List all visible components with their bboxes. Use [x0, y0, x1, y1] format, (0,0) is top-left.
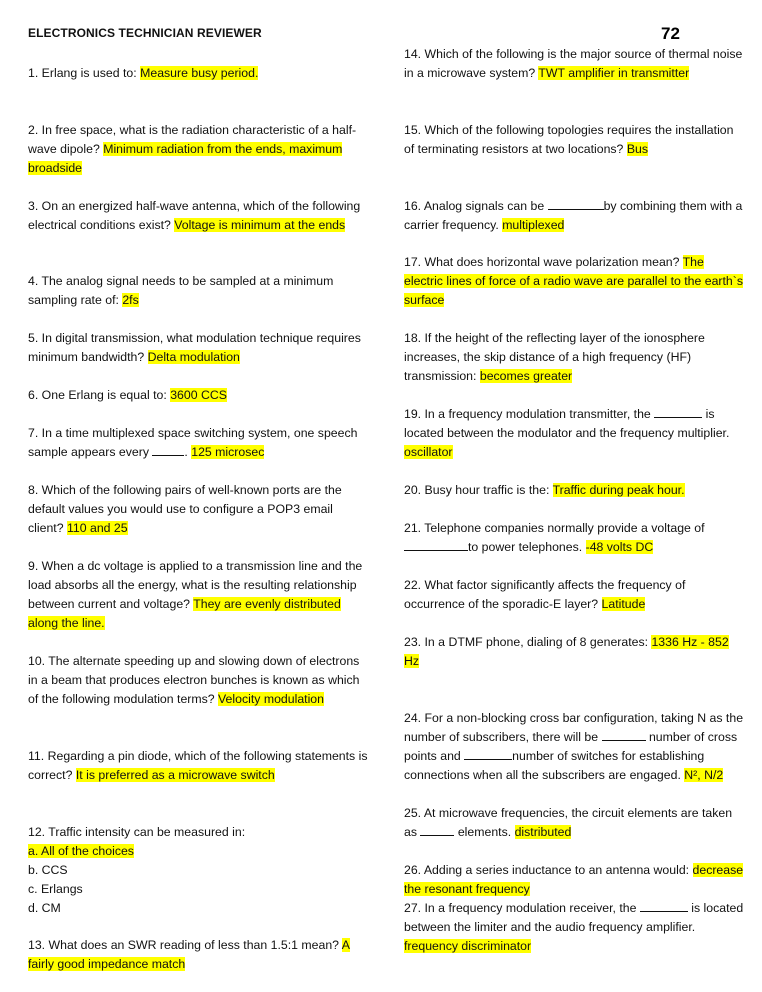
- answer-highlight: 2fs: [122, 293, 139, 307]
- choice-d: d. CM: [28, 901, 61, 915]
- answer-highlight: Velocity modulation: [218, 692, 324, 706]
- answer-highlight: Voltage is minimum at the ends: [174, 218, 346, 232]
- answer-highlight: becomes greater: [479, 369, 573, 383]
- answer-highlight: oscillator: [404, 445, 453, 459]
- answer-highlight: frequency discriminator: [404, 939, 532, 953]
- document-title: ELECTRONICS TECHNICIAN REVIEWER: [28, 26, 262, 40]
- question-8: 8. Which of the following pairs of well-known ports are the default values you would use to configure a POP3 email client? 110 and 25: [28, 483, 342, 535]
- question-1: 1. Erlang is used to: Measure busy period.: [28, 66, 259, 80]
- answer-highlight: 110 and 25: [66, 521, 128, 535]
- question-11: 11. Regarding a pin diode, which of the following statements is correct? It is preferred as a microwave switch: [28, 749, 368, 782]
- answer-highlight: N², N/2: [684, 768, 724, 782]
- answer-highlight: It is preferred as a microwave switch: [75, 768, 275, 782]
- question-24: 24. For a non-blocking cross bar configuration, taking N as the number of subscribers, there will be number of cross points and number of switches for establishing connections when all the subscribers are engaged. N², N/2: [404, 711, 744, 782]
- question-15: 15. Which of the following topologies requires the installation of terminating resistors at two locations? Bus: [404, 123, 734, 156]
- question-9: 9. When a dc voltage is applied to a transmission line and the load absorbs all the energy, what is the resulting relationship between current and voltage? They are evenly distributed along the line.: [28, 559, 363, 630]
- choice-a-answer: a. All of the choices: [28, 844, 134, 858]
- answer-highlight: 3600 CCS: [170, 388, 227, 402]
- question-16: 16. Analog signals can be by combining them with a carrier frequency. multiplexed: [404, 199, 743, 232]
- question-22: 22. What factor significantly affects the frequency of occurrence of the sporadic-E layer? Latitude: [404, 578, 686, 611]
- fill-blank: [152, 443, 184, 456]
- question-2: 2. In free space, what is the radiation characteristic of a half-wave dipole? Minimum radiation from the ends, maximum broadside: [28, 123, 357, 175]
- answer-highlight: Traffic during peak hour.: [552, 483, 685, 497]
- answer-highlight: 125 microsec: [191, 445, 265, 459]
- question-19: 19. In a frequency modulation transmitter, the is located between the modulator and the frequency multiplier. oscillator: [404, 407, 730, 459]
- fill-blank: [640, 899, 688, 912]
- answer-highlight: The electric lines of force of a radio wave are parallel to the earth`s surface: [404, 255, 744, 307]
- fill-blank: [420, 823, 454, 836]
- answer-highlight: multiplexed: [502, 218, 565, 232]
- fill-blank: [548, 197, 604, 210]
- answer-highlight: -48 volts DC: [585, 540, 654, 554]
- answer-highlight: Minimum radiation from the ends, maximum broadside: [28, 142, 343, 175]
- question-17: 17. What does horizontal wave polarization mean? The electric lines of force of a radio wave are parallel to the earth`s surface: [404, 255, 744, 307]
- fill-blank: [404, 538, 468, 551]
- answer-highlight: Bus: [626, 142, 649, 156]
- answer-highlight: decrease the resonant frequency: [404, 863, 744, 896]
- answer-highlight: Measure busy period.: [140, 66, 259, 80]
- question-23: 23. In a DTMF phone, dialing of 8 generates: 1336 Hz - 852 Hz: [404, 635, 729, 668]
- choice-b: b. CCS: [28, 863, 68, 877]
- question-5: 5. In digital transmission, what modulation technique requires minimum bandwidth? Delta modulation: [28, 331, 361, 364]
- question-13: 13. What does an SWR reading of less than 1.5:1 mean? A fairly good impedance match: [28, 938, 350, 971]
- fill-blank: [602, 728, 646, 741]
- answer-highlight: They are evenly distributed along the line.: [28, 597, 341, 630]
- question-3: 3. On an energized half-wave antenna, which of the following electrical conditions exist? Voltage is minimum at the ends: [28, 199, 361, 232]
- answer-highlight: 1336 Hz - 852 Hz: [404, 635, 729, 668]
- question-25: 25. At microwave frequencies, the circuit elements are taken as elements. distributed: [404, 806, 733, 839]
- question-27: 27. In a frequency modulation receiver, the is located between the limiter and the audio frequency amplifier. frequency discriminator: [404, 901, 744, 953]
- question-18: 18. If the height of the reflecting layer of the ionosphere increases, the skip distance of a high frequency (HF) transmission: becomes greater: [404, 331, 705, 383]
- question-14: 14. Which of the following is the major source of thermal noise in a microwave system? TWT amplifier in transmitter: [404, 47, 743, 80]
- question-10: 10. The alternate speeding up and slowing down of electrons in a beam that produces electron bunches is known as which of the following modulation terms? Velocity modulation: [28, 654, 360, 706]
- question-20: 20. Busy hour traffic is the: Traffic during peak hour.: [404, 483, 685, 497]
- question-21: 21. Telephone companies normally provide a voltage of to power telephones. -48 volts DC: [404, 521, 705, 554]
- answer-highlight: Latitude: [601, 597, 646, 611]
- page-number: 72: [661, 24, 680, 43]
- question-7: 7. In a time multiplexed space switching system, one speech sample appears every . 125 microsec: [28, 426, 358, 459]
- answer-highlight: distributed: [514, 825, 572, 839]
- question-6: 6. One Erlang is equal to: 3600 CCS: [28, 388, 227, 402]
- question-26: 26. Adding a series inductance to an antenna would: decrease the resonant frequency: [404, 863, 744, 896]
- fill-blank: [654, 405, 702, 418]
- question-12: 12. Traffic intensity can be measured in: a. All of the choices b. CCS c. Erlangs d. CM: [28, 823, 368, 918]
- answer-highlight: TWT amplifier in transmitter: [538, 66, 690, 80]
- question-4: 4. The analog signal needs to be sampled at a minimum sampling rate of: 2fs: [28, 274, 334, 307]
- choice-c: c. Erlangs: [28, 882, 83, 896]
- answer-highlight: A fairly good impedance match: [28, 938, 350, 971]
- fill-blank: [464, 747, 512, 760]
- answer-highlight: Delta modulation: [147, 350, 240, 364]
